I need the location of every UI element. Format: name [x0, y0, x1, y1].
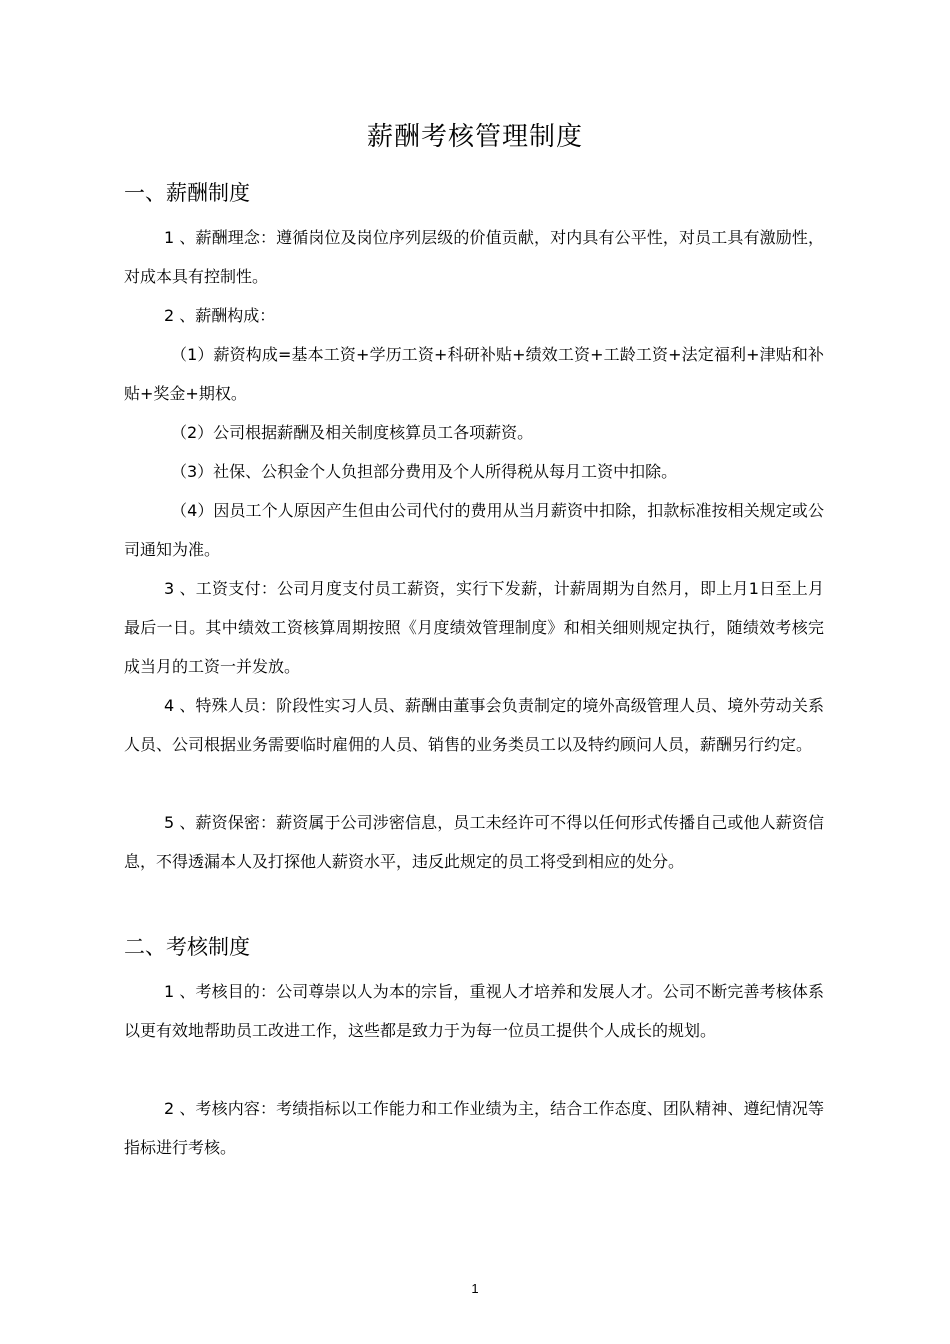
paragraph-salary-components: （1）薪资构成=基本工资+学历工资+科研补贴+绩效工资+工龄工资+法定福利+津贴和补贴+奖金+期权。	[124, 345, 824, 403]
section-heading-assessment: 二、考核制度	[124, 935, 250, 959]
paragraph-assessment-content: 2 、考核内容：考绩指标以工作能力和工作业绩为主，结合工作态度、团队精神、遵纪情况等指标进行考核。	[124, 1099, 824, 1157]
paragraph-salary-advances: （4）因员工个人原因产生但由公司代付的费用从当月薪资中扣除，扣款标准按相关规定或公司通知为准。	[124, 501, 824, 559]
page-number: 1	[471, 1281, 479, 1296]
section-heading-salary: 一、薪酬制度	[124, 181, 250, 205]
document-title: 薪酬考核管理制度	[366, 122, 583, 152]
paragraph-assessment-purpose: 1 、考核目的：公司尊崇以人为本的宗旨，重视人才培养和发展人才。公司不断完善考核体系以更有效地帮助员工改进工作，这些都是致力于为每一位员工提供个人成长的规划。	[124, 982, 824, 1040]
paragraph-salary-philosophy: 1 、薪酬理念：遵循岗位及岗位序列层级的价值贡献，对内具有公平性，对员工具有激励性，对成本具有控制性。	[124, 228, 824, 286]
paragraph-special-personnel: 4 、特殊人员：阶段性实习人员、薪酬由董事会负责制定的境外高级管理人员、境外劳动关系人员、公司根据业务需要临时雇佣的人员、销售的业务类员工以及特约顾问人员，薪酬另行约定。	[124, 696, 824, 754]
paragraph-salary-calculation: （2）公司根据薪酬及相关制度核算员工各项薪资。	[171, 423, 534, 442]
paragraph-salary-deductions: （3）社保、公积金个人负担部分费用及个人所得税从每月工资中扣除。	[171, 462, 678, 481]
paragraph-salary-payment: 3 、工资支付：公司月度支付员工薪资，实行下发薪，计薪周期为自然月，即上月1日至上月最后一日。其中绩效工资核算周期按照《月度绩效管理制度》和相关细则规定执行，随绩效考核完成当月的工资一并发放。	[124, 579, 824, 676]
paragraph-salary-confidentiality: 5 、薪资保密：薪资属于公司涉密信息，员工未经许可不得以任何形式传播自己或他人薪资信息，不得透漏本人及打探他人薪资水平，违反此规定的员工将受到相应的处分。	[124, 813, 824, 871]
paragraph-salary-structure: 2 、薪酬构成：	[164, 306, 276, 325]
